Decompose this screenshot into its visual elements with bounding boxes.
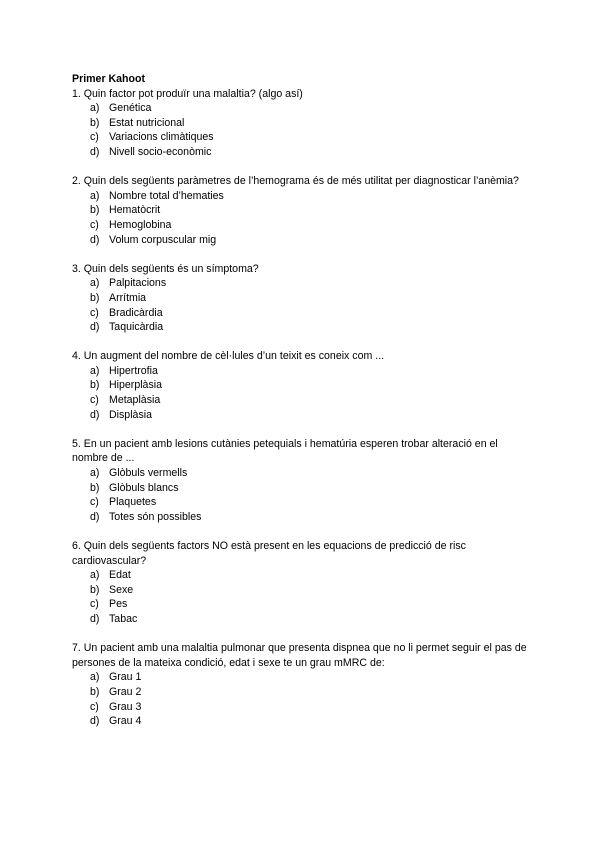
option-letter: d) <box>90 612 100 625</box>
question-text: 3. Quin dels següents és un símptoma? <box>72 262 259 275</box>
option-label: Tabac <box>109 612 138 625</box>
option-label: Totes són possibles <box>109 510 202 523</box>
option-letter: a) <box>90 277 100 290</box>
option-list <box>72 466 528 524</box>
option-list <box>72 670 528 728</box>
question-6 <box>72 539 528 627</box>
option-letter: c) <box>90 394 99 407</box>
question-text: 7. Un pacient amb una malaltia pulmonar que presenta dispnea que no li permet seguir el pas de persones de la mateixa condició, edat i sexe te un grau mMRC de: <box>72 642 527 669</box>
option-letter: b) <box>90 481 100 494</box>
question-7 <box>72 641 528 729</box>
option-c <box>72 700 528 715</box>
question-2 <box>72 174 528 247</box>
option-label: Grau 3 <box>109 700 142 713</box>
option-letter: b) <box>90 685 100 698</box>
question-5 <box>72 437 528 525</box>
document-page <box>72 72 528 743</box>
option-label: Arrítmia <box>109 291 147 304</box>
question-3 <box>72 262 528 335</box>
option-letter: a) <box>90 671 100 684</box>
option-b <box>72 583 528 598</box>
question-text: 6. Quin dels següents factors NO està present en les equacions de predicció de risc cardiovascular? <box>72 540 466 567</box>
option-a <box>72 670 528 685</box>
question-text: 4. Un augment del nombre de cèl·lules d’un teixit es coneix com ... <box>72 350 385 363</box>
option-c <box>72 495 528 510</box>
option-letter: b) <box>90 379 100 392</box>
option-label: Hematòcrit <box>109 204 161 217</box>
option-label: Nivell socio-econòmic <box>109 145 212 158</box>
option-letter: b) <box>90 583 100 596</box>
option-b <box>72 116 528 131</box>
option-letter: d) <box>90 145 100 158</box>
option-list <box>72 189 528 247</box>
option-letter: a) <box>90 569 100 582</box>
option-list <box>72 276 528 334</box>
option-a <box>72 568 528 583</box>
option-a <box>72 466 528 481</box>
option-b <box>72 291 528 306</box>
option-letter: a) <box>90 467 100 480</box>
option-letter: b) <box>90 291 100 304</box>
option-label: Displàsia <box>109 408 152 421</box>
option-label: Sexe <box>109 583 134 596</box>
option-a <box>72 189 528 204</box>
option-label: Glòbuls blancs <box>109 481 179 494</box>
option-label: Grau 2 <box>109 685 142 698</box>
option-c <box>72 130 528 145</box>
option-letter: d) <box>90 715 100 728</box>
option-d <box>72 320 528 335</box>
option-label: Taquicàrdia <box>109 321 164 334</box>
option-letter: c) <box>90 306 99 319</box>
option-a <box>72 101 528 116</box>
option-d <box>72 510 528 525</box>
option-letter: c) <box>90 700 99 713</box>
question-text: 5. En un pacient amb lesions cutànies petequials i hematúria esperen trobar alteració en el nombre de ... <box>72 437 498 465</box>
option-letter: b) <box>90 116 100 129</box>
option-b <box>72 203 528 218</box>
option-letter: d) <box>90 510 100 523</box>
option-label: Nombre total d’hematies <box>109 189 224 202</box>
option-label: Grau 4 <box>109 715 142 728</box>
option-c <box>72 218 528 233</box>
option-label: Glòbuls vermells <box>109 467 188 480</box>
option-label: Hemoglobina <box>109 218 172 231</box>
option-list <box>72 568 528 626</box>
option-label: Hipertrofia <box>109 364 158 377</box>
option-letter: d) <box>90 233 100 246</box>
option-letter: c) <box>90 131 99 144</box>
option-letter: d) <box>90 408 100 421</box>
option-letter: b) <box>90 204 100 217</box>
option-c <box>72 306 528 321</box>
option-b <box>72 378 528 393</box>
option-list <box>72 101 528 159</box>
option-d <box>72 714 528 729</box>
option-a <box>72 364 528 379</box>
option-label: Palpitacions <box>109 277 167 290</box>
option-label: Hiperplàsia <box>109 379 162 392</box>
question-1 <box>72 87 528 160</box>
question-4 <box>72 349 528 422</box>
option-d <box>72 233 528 248</box>
option-label: Plaquetes <box>109 496 157 509</box>
option-letter: a) <box>90 364 100 377</box>
option-label: Pes <box>109 598 128 611</box>
option-label: Grau 1 <box>109 671 142 684</box>
option-b <box>72 685 528 700</box>
option-letter: a) <box>90 189 100 202</box>
option-letter: c) <box>90 218 99 231</box>
option-label: Volum corpuscular mig <box>109 233 217 246</box>
option-label: Estat nutricional <box>109 116 185 129</box>
question-text: 1. Quin factor pot produïr una malaltia? (algo así) <box>72 87 303 100</box>
option-b <box>72 481 528 496</box>
option-c <box>72 393 528 408</box>
option-c <box>72 597 528 612</box>
option-d <box>72 408 528 423</box>
option-label: Metaplàsia <box>109 394 161 407</box>
option-a <box>72 276 528 291</box>
option-d <box>72 612 528 627</box>
option-d <box>72 145 528 160</box>
option-letter: c) <box>90 598 99 611</box>
question-text: 2. Quin dels següents paràmetres de l’hemograma és de més utilitat per diagnosticar l’anèmia? <box>72 175 519 188</box>
option-list <box>72 364 528 422</box>
option-letter: d) <box>90 321 100 334</box>
option-label: Edat <box>109 569 131 582</box>
option-letter: a) <box>90 102 100 115</box>
option-letter: c) <box>90 496 99 509</box>
option-label: Variacions climàtiques <box>109 131 214 144</box>
option-label: Genética <box>109 102 152 115</box>
document-title: Primer Kahoot <box>72 73 145 85</box>
option-label: Bradicàrdia <box>109 306 163 319</box>
